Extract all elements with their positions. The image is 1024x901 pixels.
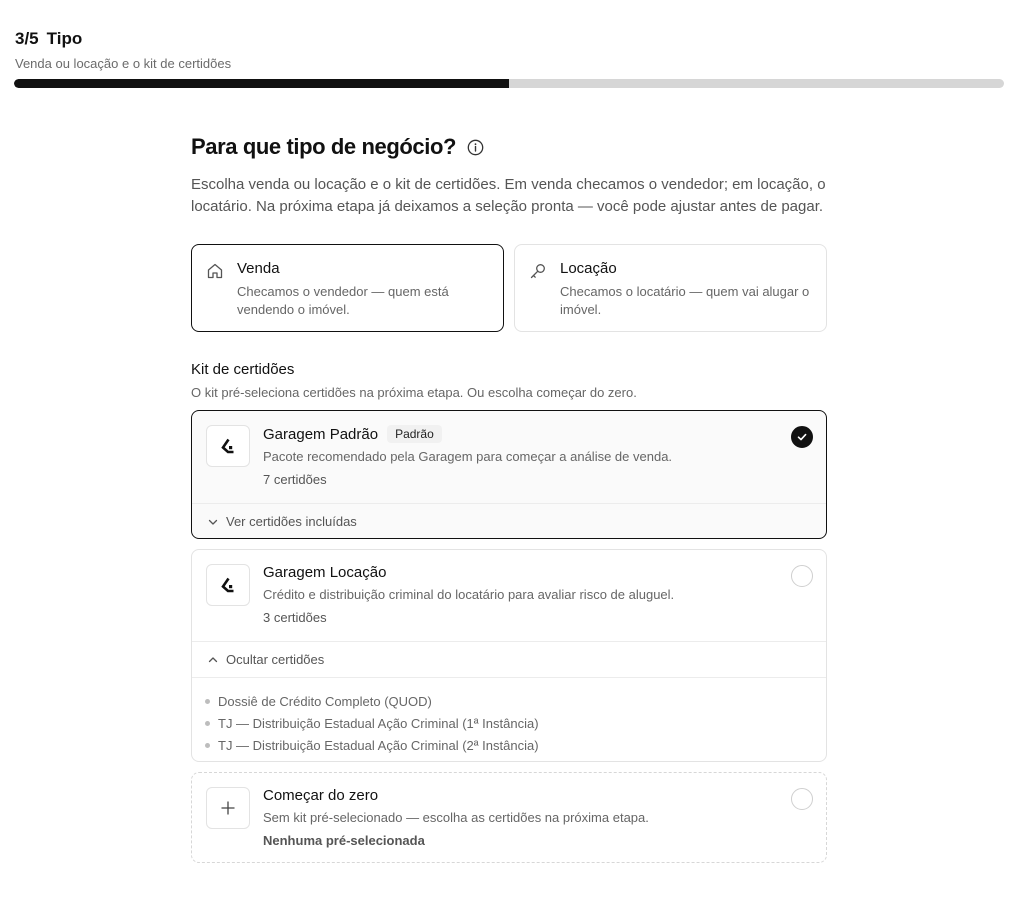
kit-description: Crédito e distribuição criminal do locatário para avaliar risco de aluguel. [263, 587, 675, 602]
plus-icon [206, 787, 250, 829]
kit-radio[interactable] [791, 565, 813, 587]
page-title: Para que tipo de negócio? [191, 134, 457, 159]
kit-name: Garagem Padrão [263, 425, 379, 443]
garagem-mark-icon [220, 577, 236, 593]
kit-description: Pacote recomendado pela Garagem para começar a análise de venda. [263, 449, 673, 464]
kit-card-body [192, 411, 826, 503]
kit-name-row [263, 425, 672, 443]
main-content [191, 134, 827, 863]
kit-radio[interactable] [791, 788, 813, 810]
kit-toggle-certs[interactable] [192, 503, 826, 539]
list-item: TJ — Distribuição Estadual Ação Criminal (2ª Instância) [205, 734, 826, 756]
cert-list [192, 677, 826, 762]
step-title-row [15, 29, 231, 49]
kit-card-garagem-padrao[interactable] [191, 410, 827, 539]
list-item: TJ — Distribuição Estadual Ação Criminal (1ª Instância) [205, 712, 826, 734]
info-icon[interactable] [467, 139, 484, 156]
kit-section-header [191, 361, 827, 400]
kit-cert-count: Nenhuma pré-selecionada [263, 833, 425, 848]
kit-card-body [192, 773, 826, 848]
garagem-logo-icon [206, 564, 250, 606]
kit-card-garagem-locacao[interactable] [191, 549, 827, 762]
step-subtitle: Venda ou locação e o kit de certidões [15, 56, 232, 71]
deal-type-venda[interactable] [191, 244, 504, 332]
step-title: Tipo [46, 29, 83, 48]
kit-section-title: Kit de certidões [191, 361, 295, 378]
progress-fill [14, 79, 509, 88]
deal-type-desc: Checamos o vendedor — quem está vendendo o imóvel. [237, 284, 449, 317]
garagem-mark-icon [220, 438, 236, 454]
step-header [15, 29, 231, 71]
kit-name: Garagem Locação [263, 564, 387, 581]
list-item: Dossiê de Crédito Completo (QUOD) [205, 690, 826, 712]
kit-toggle-certs[interactable] [192, 641, 826, 677]
kit-cert-count: 7 certidões [263, 472, 327, 487]
kit-card-text [263, 425, 672, 503]
check-icon [796, 431, 808, 443]
deal-type-name: Venda [237, 260, 280, 277]
kit-card-body [192, 550, 826, 641]
kit-name-row [263, 787, 649, 804]
deal-type-name: Locação [560, 260, 617, 277]
deal-type-locacao-text [560, 260, 812, 331]
kit-card-text [263, 564, 674, 641]
kit-toggle-label: Ver certidões incluídas [226, 514, 357, 529]
page-title-row [191, 134, 827, 160]
kit-radio-selected[interactable] [791, 426, 813, 448]
key-icon [529, 262, 547, 280]
kit-cert-count: 3 certidões [263, 610, 327, 625]
kit-toggle-label: Ocultar certidões [226, 652, 325, 667]
kit-card-text [263, 787, 649, 848]
deal-type-locacao[interactable] [514, 244, 827, 332]
kit-name-row [263, 564, 674, 581]
chevron-up-icon [208, 655, 218, 665]
deal-type-desc: Checamos o locatário — quem vai alugar o imóvel. [560, 284, 810, 317]
default-badge: Padrão [387, 425, 442, 443]
plus-glyph-icon [221, 801, 235, 815]
page-description: Escolha venda ou locação e o kit de certidões. Em venda checamos o vendedor; em locação, o locatário. Na próxima etapa já deixamos a seleção pronta — você pode ajustar antes de pagar. [191, 176, 826, 215]
kit-description: Sem kit pré-selecionado — escolha as certidões na próxima etapa. [263, 810, 649, 825]
kit-name: Começar do zero [263, 787, 379, 804]
step-counter: 3/5 [15, 29, 39, 48]
kit-section-subtitle: O kit pré-seleciona certidões na próxima etapa. Ou escolha começar do zero. [191, 385, 637, 400]
home-icon [206, 262, 224, 280]
kit-card-comecar-do-zero[interactable] [191, 772, 827, 863]
deal-type-options [191, 244, 827, 332]
progress-bar [14, 79, 1004, 88]
deal-type-venda-text [237, 260, 489, 331]
chevron-down-icon [208, 517, 218, 527]
garagem-logo-icon [206, 425, 250, 467]
